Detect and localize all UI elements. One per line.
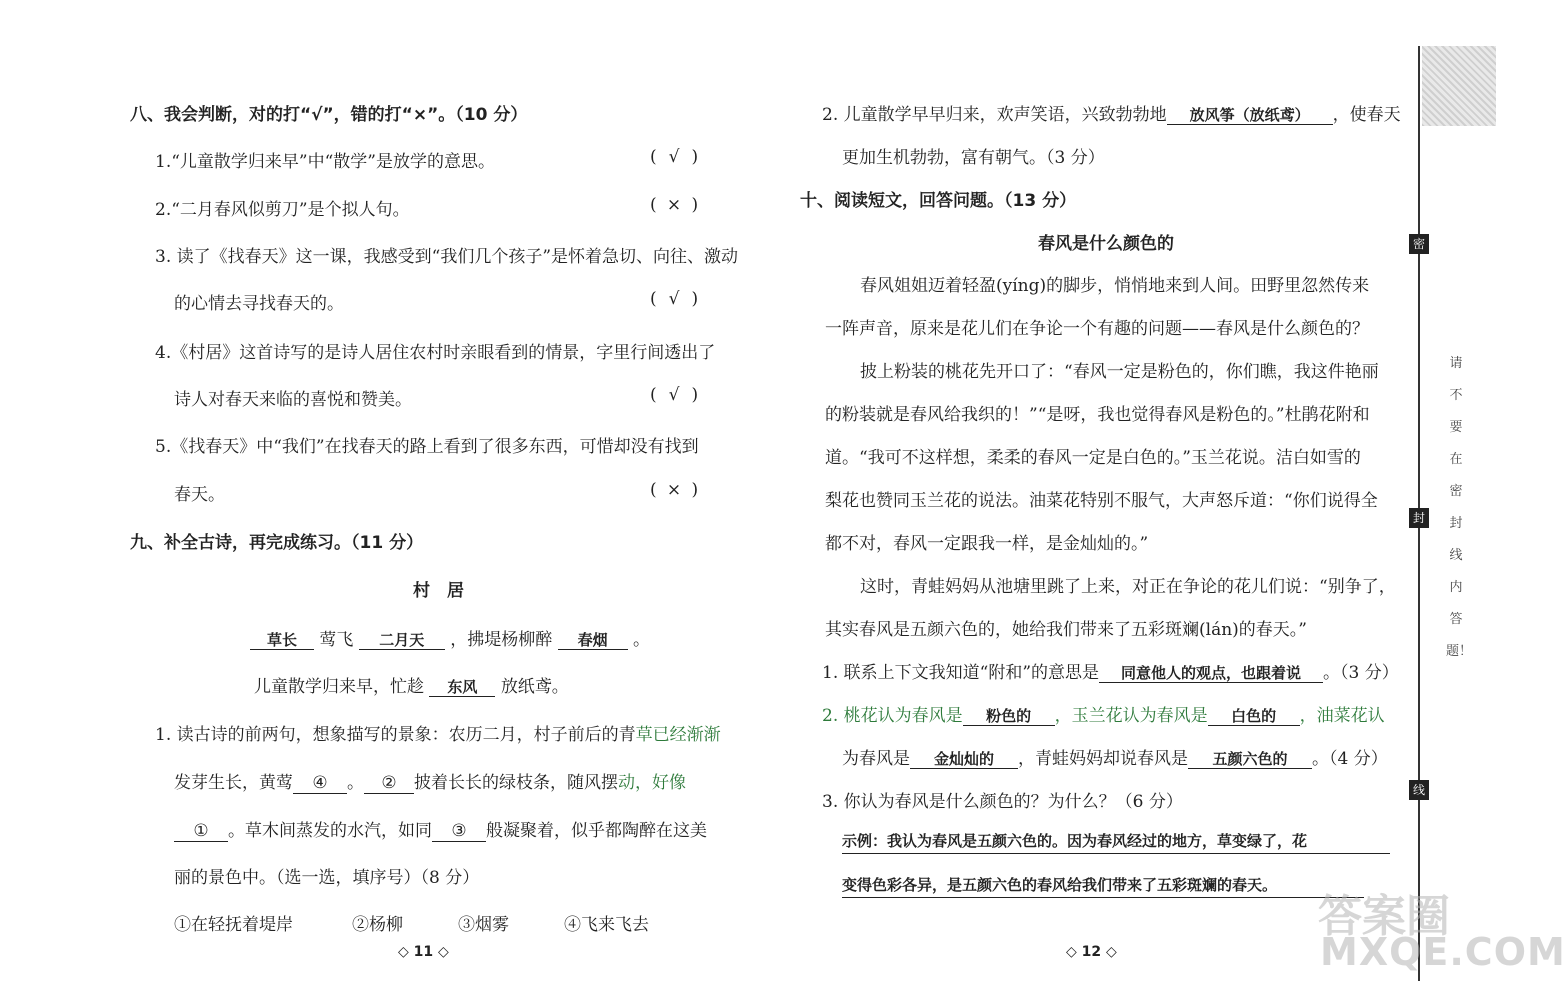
binding-pattern bbox=[1422, 46, 1496, 126]
reading-q1-blank: 同意他人的观点，也跟着说 bbox=[1099, 665, 1323, 683]
exercise-blank-3: ① bbox=[174, 822, 228, 842]
poem-blank-3: 春烟 bbox=[558, 632, 628, 650]
poem-q2-line-a: 2. 儿童散学早早归来，欢声笑语，兴致勃勃地 放风筝（放纸鸢） ，使春天 bbox=[822, 105, 1401, 125]
exercise-blank-2: ② bbox=[364, 774, 414, 794]
poem-line-2: 儿童散学归来早，忙趁 东风 放纸鸢。 bbox=[254, 677, 569, 697]
judge-q3-cont: 的心情去寻找春天的。 bbox=[174, 294, 344, 314]
option-2: ②杨柳 bbox=[352, 915, 403, 935]
poem-q2-blank: 放风筝（放纸鸢） bbox=[1167, 107, 1333, 125]
judge-q5: 5.《找春天》中“我们”在找春天的路上看到了很多东西，可惜却没有找到 bbox=[155, 437, 699, 457]
exercise-1-line-b: 发芽生长，黄莺 ④ 。 ② 披着长长的绿枝条，随风摆动，好像 bbox=[174, 773, 686, 793]
judge-q1-answer: ( √ ) bbox=[650, 147, 699, 167]
poem-line-1: 草长 莺飞 二月天 ，拂堤杨柳醉 春烟 。 bbox=[250, 625, 650, 650]
judge-q4: 4.《村居》这首诗写的是诗人居住农村时亲眼看到的情景，字里行间透出了 bbox=[155, 343, 716, 363]
seal-mark-3: 线 bbox=[1409, 780, 1429, 800]
article-para3-b: 其实春风是五颜六色的，她给我们带来了五彩斑斓(lán)的春天。” bbox=[825, 620, 1307, 640]
article-para1-b: 一阵声音，原来是花儿们在争论一个有趣的问题——春风是什么颜色的？ bbox=[825, 319, 1369, 339]
judge-q1: 1.“儿童散学归来早”中“散学”是放学的意思。 bbox=[155, 152, 495, 172]
section-9-title: 九、补全古诗，再完成练习。（11 分） bbox=[130, 533, 424, 553]
poem-title: 村 居 bbox=[413, 581, 464, 601]
page-number-left: ◇ 11 ◇ bbox=[398, 944, 449, 960]
reading-q2-line-a: 2. 桃花认为春风是 粉色的 ，玉兰花认为春风是 白色的 ，油菜花认 bbox=[822, 706, 1385, 726]
article-para2-e: 都不对，春风一定跟我一样，是金灿灿的。” bbox=[825, 534, 1149, 554]
poem-blank-1: 草长 bbox=[250, 632, 314, 650]
section-10-title: 十、阅读短文，回答问题。（13 分） bbox=[800, 191, 1077, 211]
reading-q3-answer-a: 示例：我认为春风是五颜六色的。因为春风经过的地方，草变绿了，花 bbox=[842, 830, 1390, 854]
article-para3-a: 这时，青蛙妈妈从池塘里跳了上来，对正在争论的花儿们说：“别争了， bbox=[860, 577, 1396, 597]
watermark-logo-text: 答案圈 bbox=[1318, 891, 1450, 942]
exercise-1-line-c: ① 。草木间蒸发的水汽，如同 ③ 般凝聚着，似乎都陶醉在这美 bbox=[174, 816, 707, 842]
article-para2-d: 梨花也赞同玉兰花的说法。油菜花特别不服气，大声怒斥道：“你们说得全 bbox=[825, 491, 1378, 511]
judge-q5-answer: ( × ) bbox=[650, 480, 699, 500]
poem-q2-line-b: 更加生机勃勃，富有朝气。（3 分） bbox=[842, 148, 1105, 168]
judge-q4-cont: 诗人对春天来临的喜悦和赞美。 bbox=[174, 390, 412, 410]
section-8-title: 八、我会判断，对的打“√”，错的打“×”。（10 分） bbox=[130, 105, 528, 125]
poem-blank-4: 东风 bbox=[429, 679, 495, 697]
judge-q5-cont: 春天。 bbox=[174, 485, 225, 505]
reading-q2-blank-2: 白色的 bbox=[1208, 708, 1300, 726]
reading-q1: 1. 联系上下文我知道“附和”的意思是 同意他人的观点，也跟着说 。（3 分） bbox=[822, 663, 1399, 683]
article-para2-a: 披上粉装的桃花先开口了：“春风一定是粉色的，你们瞧，我这件艳丽 bbox=[860, 362, 1379, 382]
article-title: 春风是什么颜色的 bbox=[1038, 234, 1174, 254]
judge-q3: 3. 读了《找春天》这一课，我感受到“我们几个孩子”是怀着急切、向往、激动 bbox=[155, 247, 739, 267]
exercise-blank-4: ③ bbox=[432, 822, 486, 842]
reading-q3-answer-b: 变得色彩各异，是五颜六色的春风给我们带来了五彩斑斓的春天。 bbox=[842, 874, 1364, 898]
reading-q3: 3. 你认为春风是什么颜色的？为什么？（6 分） bbox=[822, 792, 1183, 812]
article-para2-c: 道。“我可不这样想，柔柔的春风一定是白色的。”玉兰花说。洁白如雪的 bbox=[825, 448, 1361, 468]
binding-notice: 请不要在密封线内答题！ bbox=[1446, 356, 1473, 659]
option-1: ①在轻抚着堤岸 bbox=[174, 915, 293, 935]
article-para2-b: 的粉装就是春风给我织的！”“是呀，我也觉得春风是粉色的。”杜鹃花附和 bbox=[825, 405, 1370, 425]
seal-mark-2: 封 bbox=[1409, 508, 1429, 528]
judge-q2-answer: ( × ) bbox=[650, 195, 699, 215]
watermark-url: MXQE.COM bbox=[1320, 930, 1566, 974]
reading-q2-blank-1: 粉色的 bbox=[963, 708, 1055, 726]
reading-q2-blank-4: 五颜六色的 bbox=[1188, 751, 1312, 769]
binding-strip bbox=[1412, 0, 1500, 981]
reading-q2-blank-3: 金灿灿的 bbox=[910, 751, 1018, 769]
judge-q2: 2.“二月春风似剪刀”是个拟人句。 bbox=[155, 200, 410, 220]
judge-q3-answer: ( √ ) bbox=[650, 289, 699, 309]
exercise-1-line-d: 丽的景色中。（选一选，填序号）（8 分） bbox=[174, 868, 480, 888]
seal-mark-1: 密 bbox=[1409, 234, 1429, 254]
exercise-1-line-a: 1. 读古诗的前两句，想象描写的景象：农历二月，村子前后的青草已经渐渐 bbox=[155, 725, 721, 745]
reading-q2-line-b: 为春风是 金灿灿的 ，青蛙妈妈却说春风是 五颜六色的 。（4 分） bbox=[842, 749, 1388, 769]
option-4: ④飞来飞去 bbox=[564, 915, 649, 935]
exercise-blank-1: ④ bbox=[293, 774, 347, 794]
judge-q4-answer: ( √ ) bbox=[650, 385, 699, 405]
poem-blank-2: 二月天 bbox=[359, 632, 445, 650]
option-3: ③烟雾 bbox=[458, 915, 509, 935]
article-para1-a: 春风姐姐迈着轻盈(yíng)的脚步，悄悄地来到人间。田野里忽然传来 bbox=[860, 276, 1370, 296]
page-number-right: ◇ 12 ◇ bbox=[1066, 944, 1117, 960]
